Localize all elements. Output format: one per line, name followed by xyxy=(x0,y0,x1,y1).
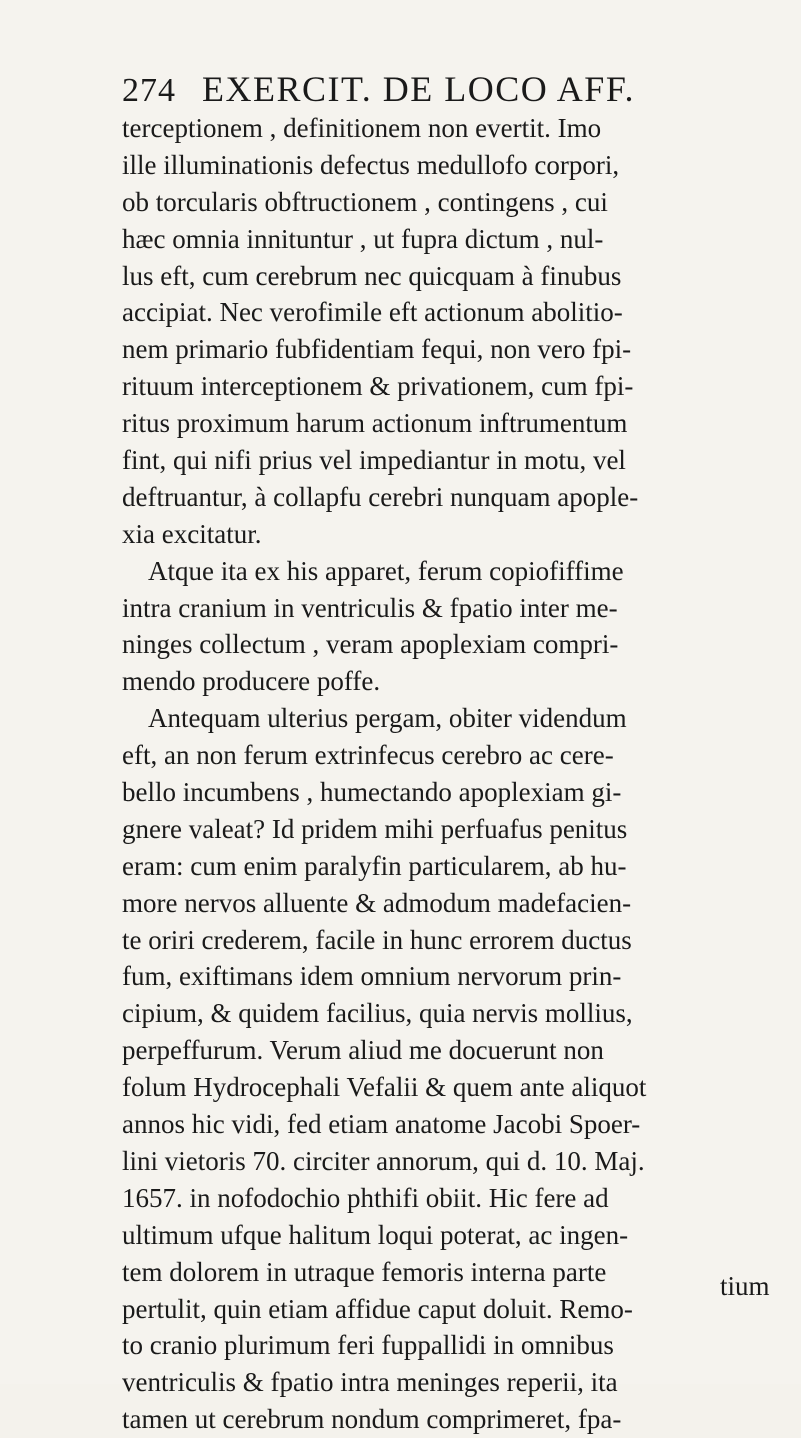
paragraph-start-line: Atque ita ex his apparet, ferum copiofiffime xyxy=(148,555,624,586)
text-line: xia excitatur. xyxy=(122,518,262,549)
text-line: rituum interceptionem & privationem, cum fpi- xyxy=(122,371,634,402)
text-line: to cranio plurimum feri fuppallidi in omnibus xyxy=(122,1330,614,1361)
text-line: more nervos alluente & admodum madefacien- xyxy=(122,887,632,918)
text-line: folum Hydrocephali Vefalii & quem ante aliquot xyxy=(122,1072,647,1103)
text-line: te oriri crederem, facile in hunc errorem ductus xyxy=(122,924,632,955)
body-text xyxy=(122,110,767,1438)
text-line: mendo producere poffe. xyxy=(122,666,381,697)
text-line: ille illuminationis defectus medullofo corpori, xyxy=(122,149,620,180)
text-line: gnere valeat? Id pridem mihi perfuafus penitus xyxy=(122,813,628,844)
text-line: accipiat. Nec verofimile eft actionum abolitio- xyxy=(122,297,623,328)
text-line: perpeffurum. Verum aliud me docuerunt non xyxy=(122,1035,604,1066)
text-line: 1657. in nofodochio phthifi obiit. Hic fere ad xyxy=(122,1182,609,1213)
text-line: tem dolorem in utraque femoris interna parte xyxy=(122,1256,607,1287)
text-line: terceptionem , definitionem non evertit. Imo xyxy=(122,113,602,143)
text-line: fum, exiftimans idem omnium nervorum prin- xyxy=(122,961,622,992)
text-line: eram: cum enim paralyfin particularem, ab hu- xyxy=(122,850,627,881)
text-line: ultimum ufque halitum loqui poterat, ac ingen- xyxy=(122,1219,629,1250)
text-line: fint, qui nifi prius vel impediantur in motu, vel xyxy=(122,445,626,476)
text-line: nem primario fubfidentiam fequi, non vero fpi- xyxy=(122,334,632,365)
text-line: eft, an non ferum extrinfecus cerebro ac cere- xyxy=(122,740,614,771)
text-line: ob torcularis obftructionem , contingens , cui xyxy=(122,186,608,217)
text-line: lus eft, cum cerebrum nec quicquam à finubus xyxy=(122,260,622,291)
text-line: cipium, & quidem facilius, quia nervis mollius, xyxy=(122,998,633,1029)
text-line: lini vietoris 70. circiter annorum, qui d. 10. Maj. xyxy=(122,1145,645,1176)
paragraph-start-line: Antequam ulterius pergam, obiter videndum xyxy=(148,703,627,734)
running-title: EXERCIT. DE LOCO AFF. xyxy=(202,69,635,109)
text-line: ventriculis & fpatio intra meninges reperii, ita xyxy=(122,1367,618,1398)
text-line: ritus proximum harum actionum inftrumentum xyxy=(122,408,628,439)
text-line: tamen ut cerebrum nondum comprimeret, fpa- xyxy=(122,1404,622,1435)
text-line: intra cranium in ventriculis & fpatio inter me- xyxy=(122,592,618,623)
text-line: bello incumbens , humectando apoplexiam gi- xyxy=(122,777,622,808)
text-line: hæc omnia innituntur , ut fupra dictum , nul- xyxy=(122,223,604,254)
catchword: tium xyxy=(720,1271,770,1301)
text-line: pertulit, quin etiam affidue caput doluit. Remo- xyxy=(122,1293,633,1324)
text-line: annos hic vidi, fed etiam anatome Jacobi Spoer- xyxy=(122,1109,641,1140)
text-line: ninges collectum , veram apoplexiam compri- xyxy=(122,629,619,660)
page-number: 274 xyxy=(122,72,176,109)
text-line: deftruantur, à collapfu cerebri nunquam apople- xyxy=(122,481,639,512)
